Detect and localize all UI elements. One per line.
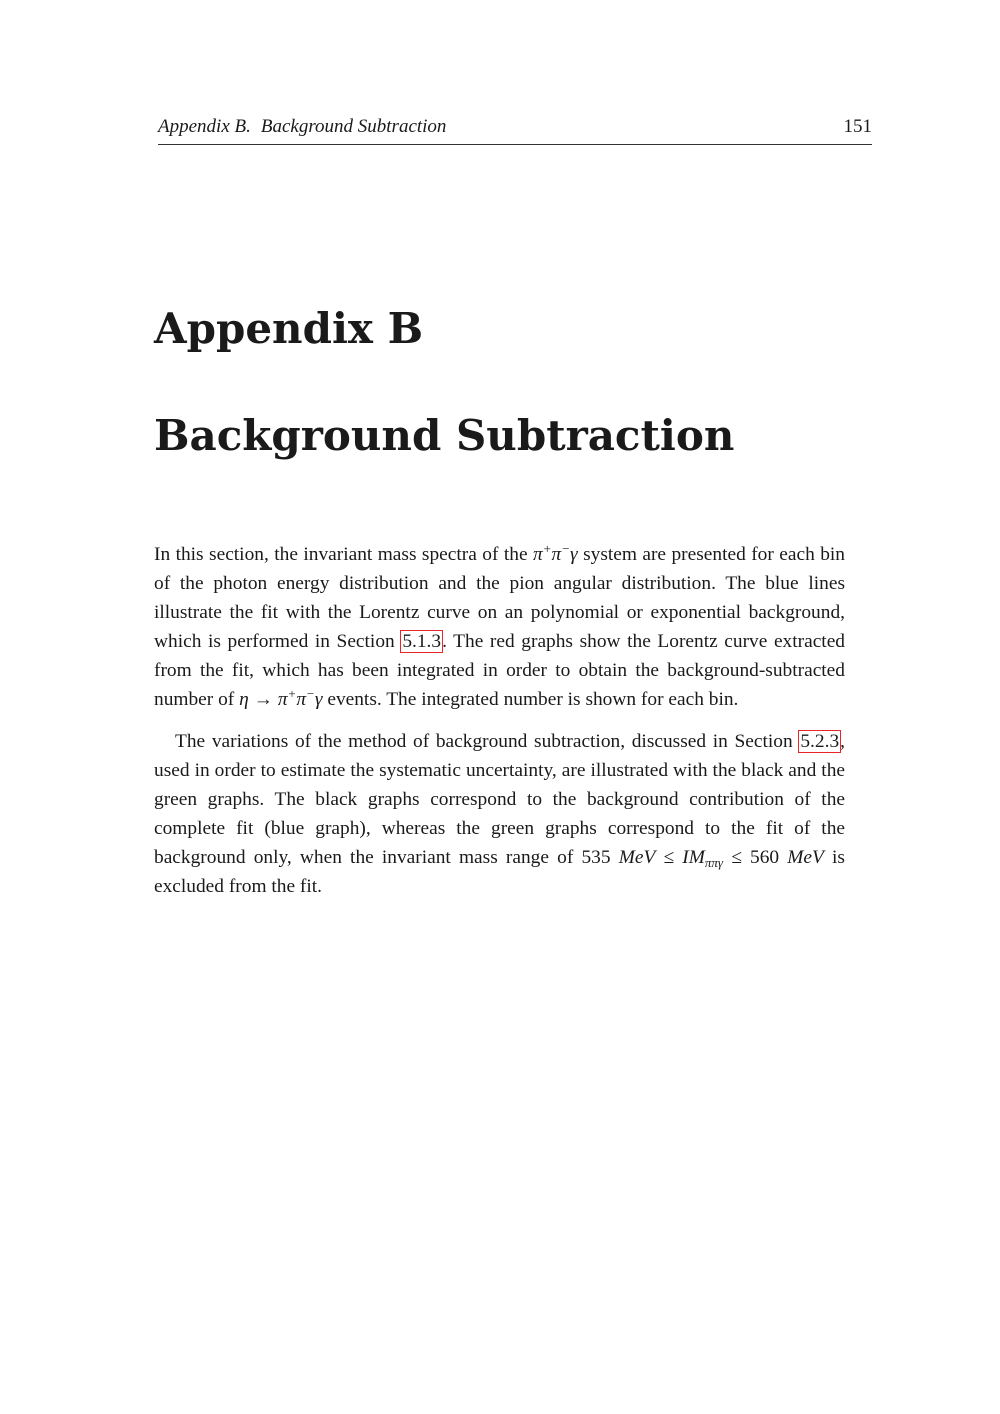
chapter-title: Background Subtraction xyxy=(154,411,735,460)
paragraph-1 xyxy=(154,540,845,714)
p1-text-3: . The red graphs show the Lorentz curve extracted from the fit, which has been integrated in order to obtain the background-subtracted number of xyxy=(154,631,845,710)
running-header-section: Background Subtraction xyxy=(260,116,447,137)
section-link-5-2-3[interactable]: 5.2.3 xyxy=(800,731,840,752)
running-header-title xyxy=(158,116,446,138)
section-link-5-1-3[interactable]: 5.1.3 xyxy=(402,631,442,652)
math-pi-pi-gamma: π+π−γ xyxy=(532,541,578,565)
p1-text-2: system are presented for each bin of the photon energy distribution and the pion angular distribution. The blue lines illustrate the fit with the Lorentz curve on an polynomial or exponential background, which is performed in Section xyxy=(154,544,845,652)
math-mass-range: 535 MeV ≤ $IM_{\pi\pi\gamma} \le 560$ MeV xyxy=(581,847,824,870)
p2-text-2: , used in order to estimate the systematic uncertainty, are illustrated with the black and the green graphs. The black graphs correspond to the background contribution of the complete fit (blue graph), whereas the green graphs correspond to the fit of the background only, when the invariant mass range of xyxy=(154,731,845,868)
paragraph-2 xyxy=(154,727,845,901)
running-header-chapter: Appendix B. xyxy=(158,116,251,137)
p1-text-1: In this section, the invariant mass spectra of the xyxy=(154,544,533,565)
p2-text-1: The variations of the method of background subtraction, discussed in Section xyxy=(175,731,800,752)
p2-text-3: is excluded from the fit. xyxy=(154,847,845,897)
chapter-label: Appendix B xyxy=(154,304,424,353)
p1-text-4: events. The integrated number is shown for each bin. xyxy=(322,689,739,710)
body-text xyxy=(154,540,845,901)
running-header xyxy=(158,116,872,145)
page-number: 151 xyxy=(843,116,872,137)
math-eta-decay: η → π+π−γ xyxy=(239,686,323,710)
